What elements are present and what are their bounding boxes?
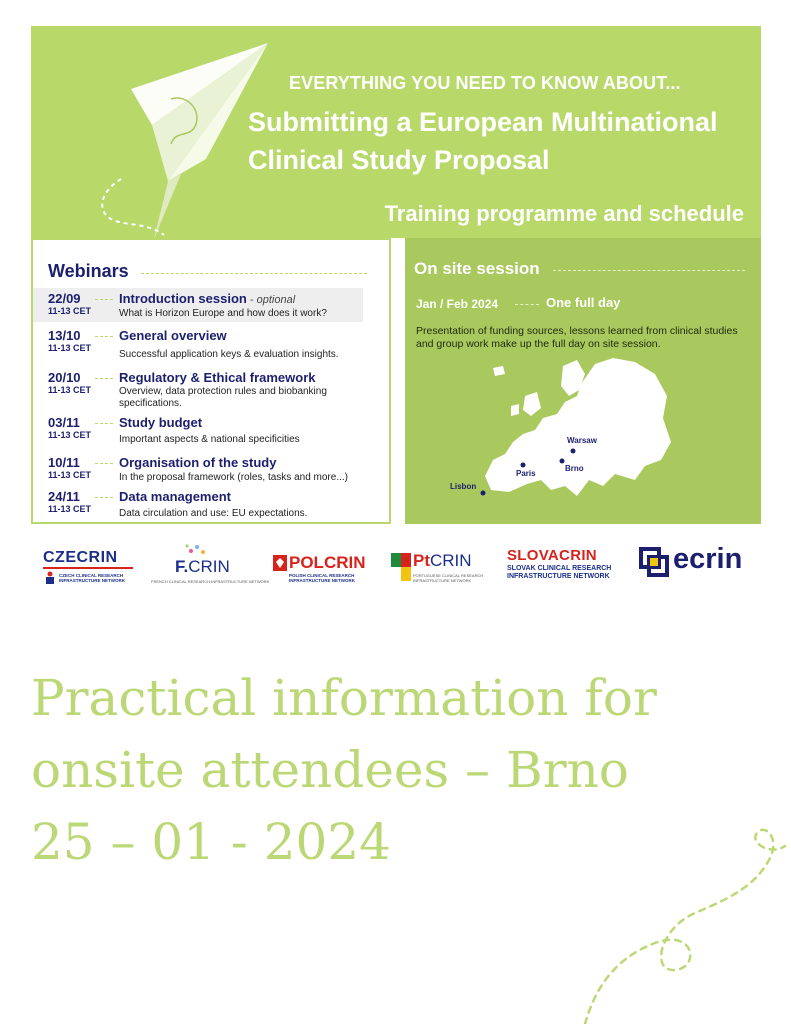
webinar-time: 11-13 CET: [48, 430, 92, 440]
practical-line1: Practical information for: [31, 669, 657, 727]
webinar-desc: In the proposal framework (roles, tasks and more...): [119, 472, 348, 483]
paper-plane-icon: [76, 39, 276, 239]
webinar-connector: [95, 299, 113, 300]
webinar-row: [33, 415, 363, 447]
webinar-date: 20/10: [48, 370, 81, 385]
fcrin-logo: [151, 543, 270, 591]
slovacrin-subtitle-line2: INFRASTRUCTURE NETWORK: [507, 573, 610, 580]
banner-title: [248, 103, 718, 179]
polcrin-eagle-icon: [273, 555, 287, 571]
fcrin-dots-icon: [181, 543, 211, 557]
polcrin-logo-text: POLCRIN: [289, 553, 366, 572]
webinar-date: 22/09: [48, 291, 81, 306]
marker-lisbon: [481, 491, 486, 496]
onsite-panel: [405, 238, 761, 524]
marker-warsaw: [571, 449, 576, 454]
czecrin-subtitle: CZECH CLINICAL RESEARCH INFRASTRUCTURE NETWORK: [59, 573, 125, 583]
marker-paris: [521, 463, 526, 468]
czecrin-logo-text: CZECRIN: [43, 549, 118, 566]
webinar-date: 10/11: [48, 455, 80, 470]
webinars-panel: [31, 238, 391, 524]
webinars-heading: Webinars: [48, 261, 129, 281]
webinar-row: [33, 455, 363, 487]
onsite-duration: One full day: [546, 295, 621, 310]
slovacrin-logo-text: SLOVACRIN: [507, 547, 597, 564]
webinar-date: 03/11: [48, 415, 80, 430]
webinar-time: 11-13 CET: [48, 504, 92, 514]
polcrin-subtitle: POLISH CLINICAL RESEARCH INFRASTRUCTURE NETWORK: [289, 573, 355, 583]
ptcrin-logo-crin: CRIN: [430, 551, 472, 570]
webinar-time: 11-13 CET: [48, 385, 92, 395]
webinar-connector: [95, 336, 113, 337]
fcrin-subtitle: FRENCH CLINICAL RESEARCH INFRASTRUCTURE NETWORK: [151, 579, 270, 584]
banner-title-line1: Submitting a European Multinational: [248, 107, 718, 137]
fcrin-logo-text: [175, 557, 230, 577]
webinar-title: Organisation of the study: [119, 455, 277, 470]
ptcrin-flag-icon: [391, 553, 411, 581]
webinar-time: 11-13 CET: [48, 470, 92, 480]
webinar-desc: Important aspects & national specificities: [119, 434, 300, 445]
webinar-date: 13/10: [48, 328, 81, 343]
webinar-title: [119, 291, 295, 306]
ecrin-logo: [639, 543, 759, 591]
ptcrin-logo-text: [413, 551, 472, 571]
city-warsaw: Warsaw: [567, 436, 597, 445]
banner-kicker: EVERYTHING YOU NEED TO KNOW ABOUT...: [289, 73, 681, 93]
onsite-date: Jan / Feb 2024: [416, 297, 499, 311]
dashed-loop-decoration: [575, 818, 791, 1024]
webinar-title-text: Introduction session: [119, 291, 247, 306]
webinar-desc: Overview, data protection rules and biobanking specifications.: [119, 386, 327, 409]
webinar-desc: Successful application keys & evaluation insights.: [119, 349, 339, 360]
fcrin-logo-f: F.: [175, 557, 189, 576]
webinar-desc: Data circulation and use: EU expectations.: [119, 508, 308, 519]
webinar-time: 11-13 CET: [48, 306, 92, 316]
fcrin-logo-crin: CRIN: [188, 557, 230, 576]
webinar-date: 24/11: [48, 489, 80, 504]
practical-line2: onsite attendees – Brno: [31, 741, 629, 799]
onsite-description: Presentation of funding sources, lessons learned from clinical studies and group work make up the full day on site session.: [416, 325, 738, 350]
partner-logos: [31, 543, 761, 591]
slovacrin-logo: [507, 543, 629, 591]
webinar-title: Study budget: [119, 415, 203, 430]
webinar-connector: [95, 423, 113, 424]
practical-line3: 25 – 01 - 2024: [31, 813, 391, 871]
webinar-row: [33, 489, 363, 521]
marker-brno: [560, 459, 565, 464]
webinar-optional-note: - optional: [246, 294, 296, 306]
ptcrin-subtitle: PORTUGUESE CLINICAL RESEARCH INFRASTRUCTURE NETWORK: [413, 573, 484, 583]
ecrin-logo-text: ecrin: [673, 543, 743, 575]
ecrin-square-icon: [639, 547, 669, 577]
webinar-row: [33, 288, 363, 322]
webinar-title: Regulatory & Ethical framework: [119, 370, 316, 385]
webinar-row: [33, 370, 363, 414]
banner-title-line2: Clinical Study Proposal: [248, 145, 550, 175]
banner-subtitle: Training programme and schedule: [384, 201, 744, 226]
webinar-desc: What is Horizon Europe and how does it work?: [119, 308, 327, 319]
slovacrin-subtitle-line1: SLOVAK CLINICAL RESEARCH: [507, 565, 612, 572]
city-lisbon: Lisbon: [450, 482, 477, 491]
webinar-connector: [95, 463, 113, 464]
webinar-time: 11-13 CET: [48, 343, 92, 353]
czecrin-figure-icon: [43, 571, 57, 585]
czecrin-rule: [43, 567, 133, 569]
practical-info-title: [31, 662, 657, 878]
city-markers: [405, 238, 761, 524]
city-paris: Paris: [516, 469, 536, 478]
onsite-heading: On site session: [414, 259, 540, 278]
webinars-divider: [141, 273, 367, 274]
webinar-connector: [95, 378, 113, 379]
webinar-title: Data management: [119, 489, 231, 504]
header-banner: [31, 26, 761, 238]
slovacrin-subtitle: [507, 565, 611, 581]
city-brno: Brno: [565, 464, 584, 473]
czecrin-logo: [43, 543, 133, 591]
webinar-title: General overview: [119, 328, 227, 343]
webinar-row: [33, 328, 363, 362]
webinar-connector: [95, 497, 113, 498]
polcrin-logo: [273, 543, 383, 591]
ptcrin-logo-pt: Pt: [413, 551, 430, 570]
ptcrin-logo: [391, 543, 501, 591]
